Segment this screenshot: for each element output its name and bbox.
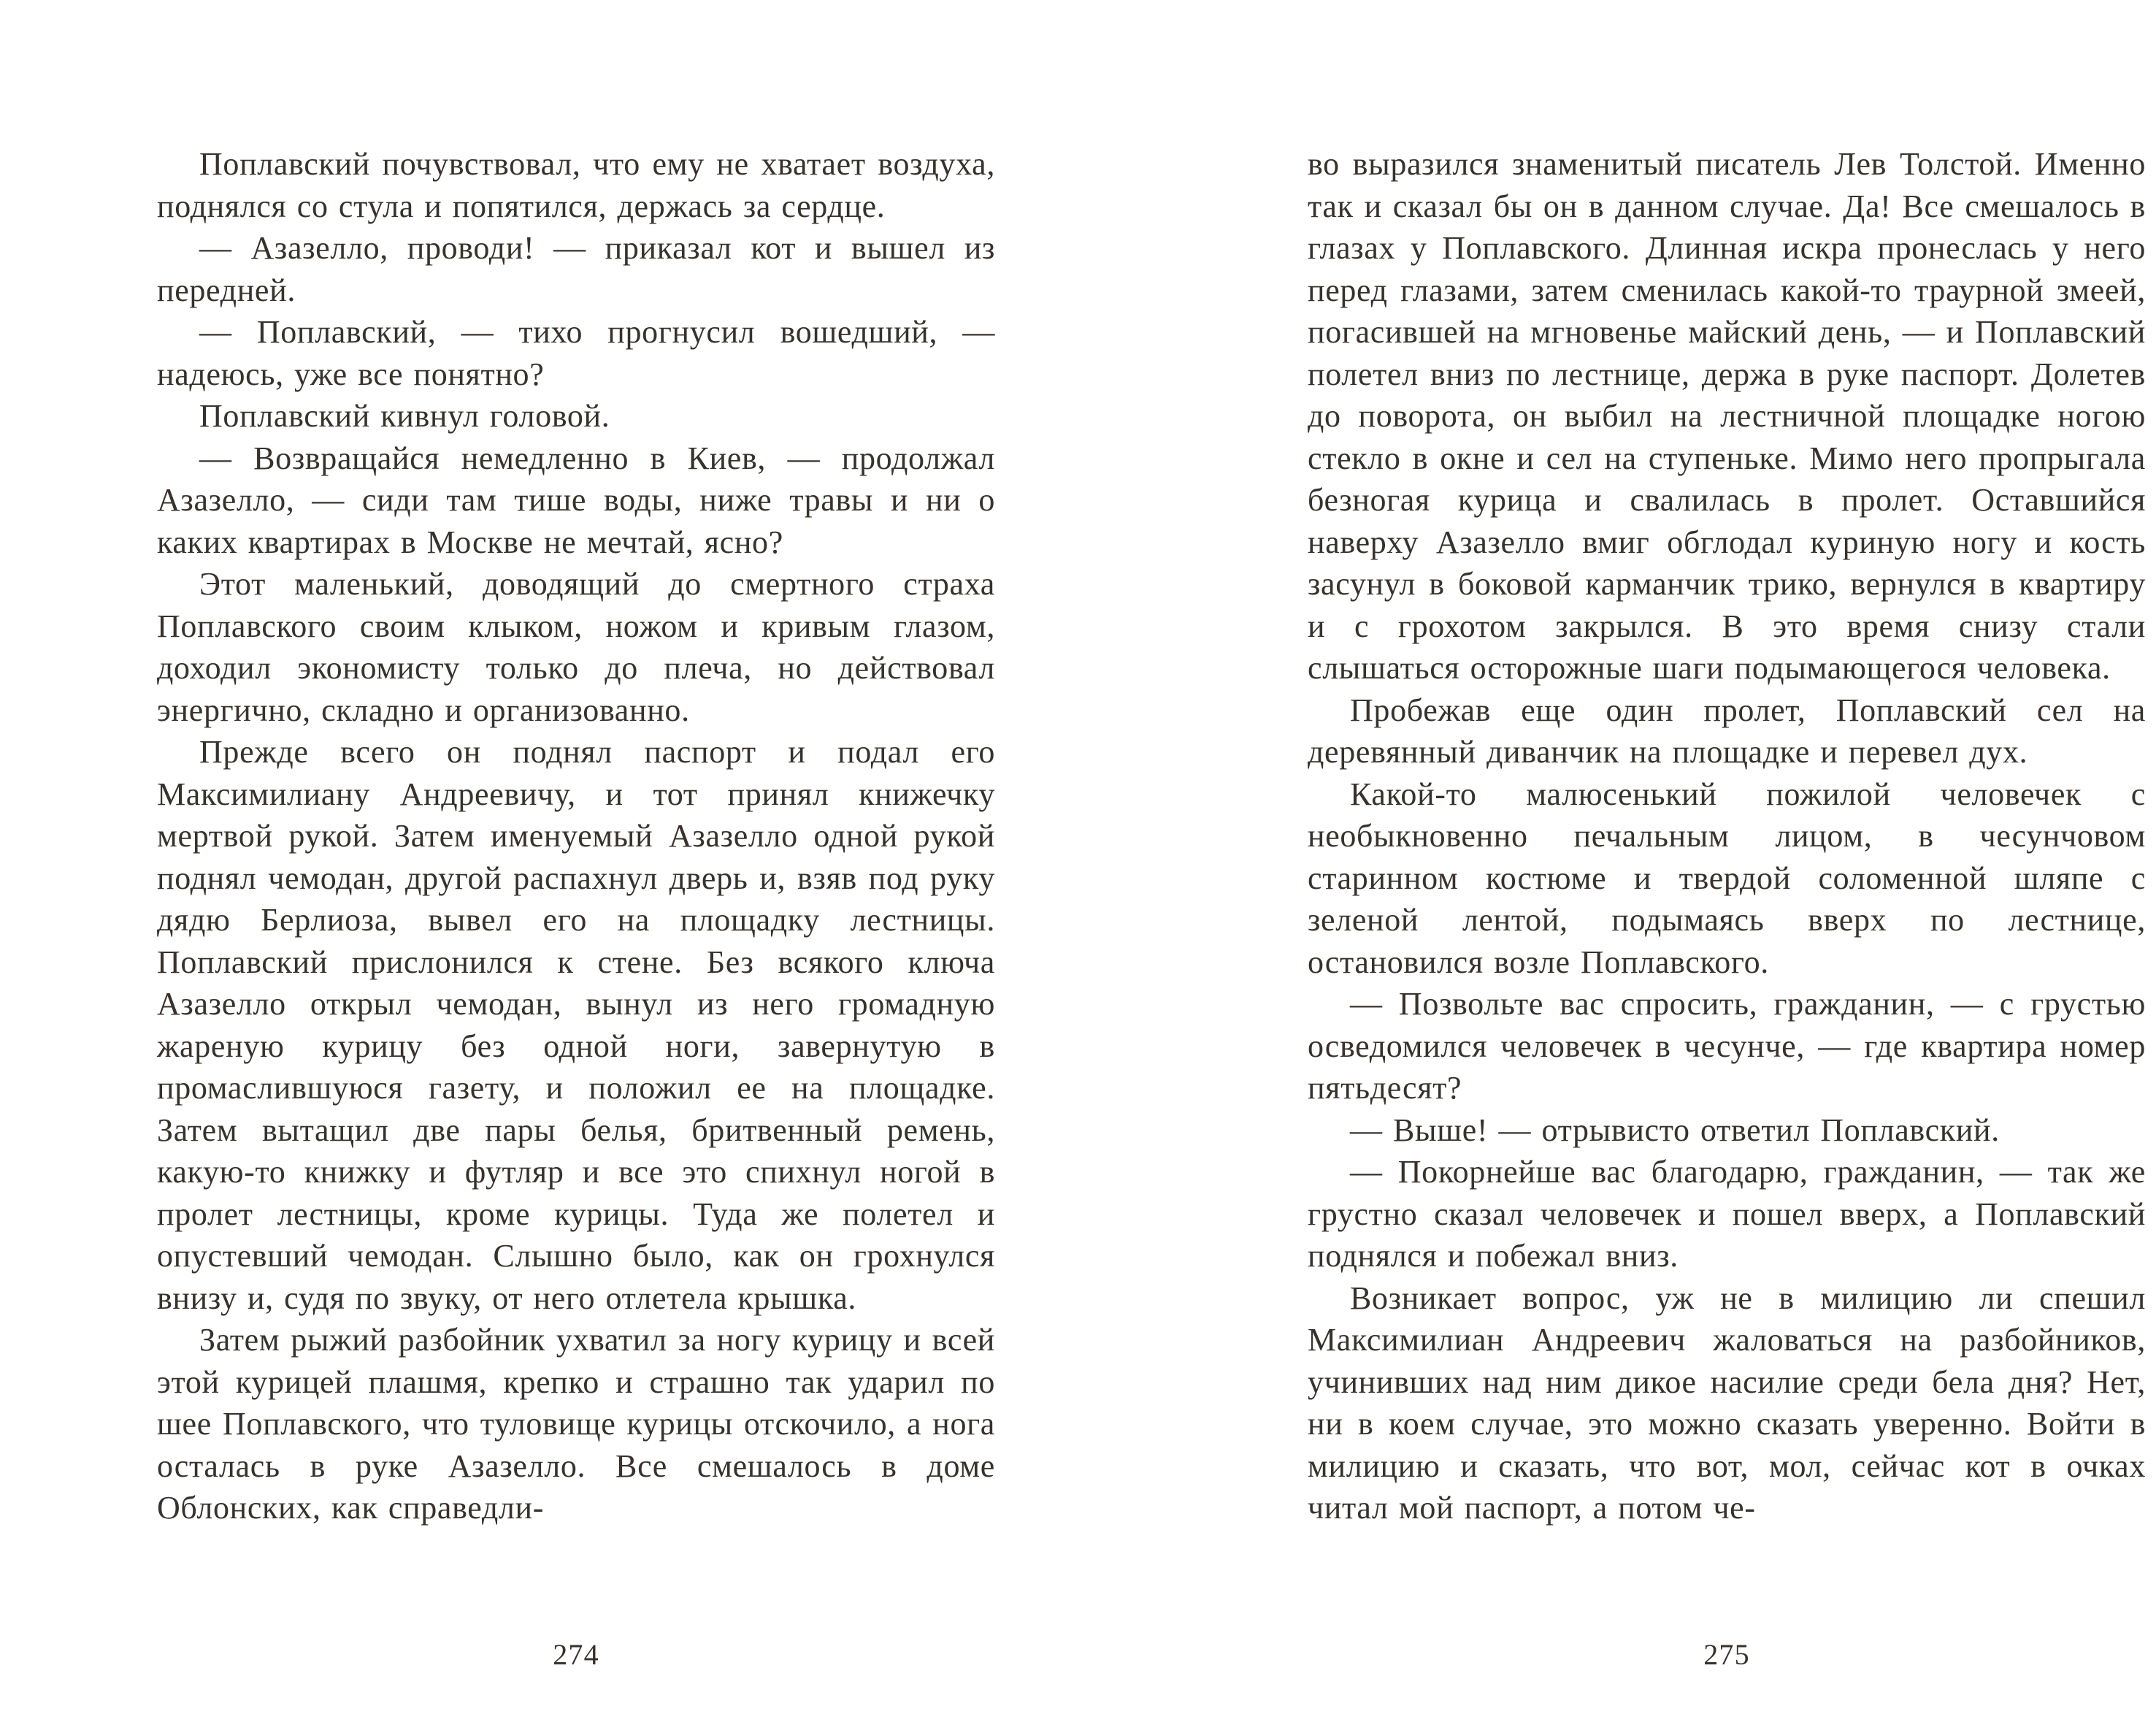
paragraph: Затем рыжий разбойник ухватил за ногу курицу и всей этой курицей плашмя, крепко и страшно так ударил по шее Поплавского, что туловище курицы отскочило, а нога осталась в руке Азазелло. Все смешалось в доме Облонских, как справедли- bbox=[157, 1322, 995, 1526]
page-left-text bbox=[157, 143, 995, 1529]
page-number-left: 274 bbox=[553, 1638, 599, 1671]
page-right bbox=[1078, 0, 2156, 1725]
paragraph: во выразился знаменитый писатель Лев Толстой. Именно так и сказал бы он в данном случае. Да! Все смешалось в глазах у Поплавского. Длинная искра пронеслась у него перед глазами, затем сменилась какой-то траурной змеей, погасившей на мгновенье майский день, — и Поплавский полетел вниз по лестнице, держа в руке паспорт. Долетев до поворота, он выбил на лестничной площадке ногою стекло в окне и сел на ступеньке. Мимо него пропрыгала безногая курица и свалилась в пролет. Оставшийся наверху Азазелло вмиг обглодал куриную ногу и кость засунул в боковой карманчик трико, вернулся в квартиру и с грохотом закрылся. В это время снизу стали слышаться осторожные шаги подымающегося человека. bbox=[1308, 146, 2146, 686]
paragraph: — Возвращайся немедленно в Киев, — продолжал Азазелло, — сиди там тише воды, ниже травы и ни о каких квартирах в Москве не мечтай, ясно? bbox=[157, 440, 995, 560]
paragraph: — Азазелло, проводи! — приказал кот и вышел из передней. bbox=[157, 230, 995, 308]
paragraph: Поплавский почувствовал, что ему не хватает воздуха, поднялся со стула и попятился, держась за сердце. bbox=[157, 146, 995, 224]
paragraph: — Выше! — отрывисто ответил Поплавский. bbox=[1350, 1112, 2000, 1148]
paragraph: — Позвольте вас спросить, гражданин, — с грустью осведомился человечек в чесунче, — где квартира номер пятьдесят? bbox=[1308, 986, 2146, 1106]
page-number-right: 275 bbox=[1703, 1638, 1750, 1671]
paragraph: Поплавский кивнул головой. bbox=[199, 398, 610, 434]
page-right-text bbox=[1308, 143, 2146, 1529]
paragraph: — Поплавский, — тихо прогнусил вошедший, — надеюсь, уже все понятно? bbox=[157, 314, 995, 392]
paragraph: Этот маленький, доводящий до смертного страха Поплавского своим клыком, ножом и кривым глазом, доходил экономисту только до плеча, но действовал энергично, складно и организованно. bbox=[157, 566, 995, 728]
paragraph: Пробежав еще один пролет, Поплавский сел на деревянный диванчик на площадке и перевел дух. bbox=[1308, 692, 2146, 770]
paragraph: — Покорнейше вас благодарю, гражданин, — так же грустно сказал человечек и пошел вверх, а Поплавский поднялся и побежал вниз. bbox=[1308, 1154, 2146, 1274]
paragraph: Какой-то малюсенький пожилой человечек с необыкновенно печальным лицом, в чесунчовом старинном костюме и твердой соломенной шляпе с зеленой лентой, подымаясь вверх по лестнице, остановился возле Поплавского. bbox=[1308, 776, 2146, 980]
paragraph: Прежде всего он поднял паспорт и подал его Максимилиану Андреевичу, и тот принял книжечку мертвой рукой. Затем именуемый Азазелло одной рукой поднял чемодан, другой распахнул дверь и, взяв под руку дядю Берлиоза, вывел его на площадку лестницы. Поплавский прислонился к стене. Без всякого ключа Азазелло открыл чемодан, вынул из него громадную жареную курицу без одной ноги, завернутую в промаслившуюся газету, и положил ее на площадке. Затем вытащил две пары белья, бритвенный ремень, какую-то книжку и футляр и все это спихнул ногой в пролет лестницы, кроме курицы. Туда же полетел и опустевший чемодан. Слышно было, как он грохнулся внизу и, судя по звуку, от него отлетела крышка. bbox=[157, 734, 995, 1316]
paragraph: Возникает вопрос, уж не в милицию ли спешил Максимилиан Андреевич жаловаться на разбойников, учинивших над ним дикое насилие среди бела дня? Нет, ни в коем случае, это можно сказать уверенно. Войти в милицию и сказать, что вот, мол, сейчас кот в очках читал мой паспорт, а потом че- bbox=[1308, 1280, 2146, 1526]
